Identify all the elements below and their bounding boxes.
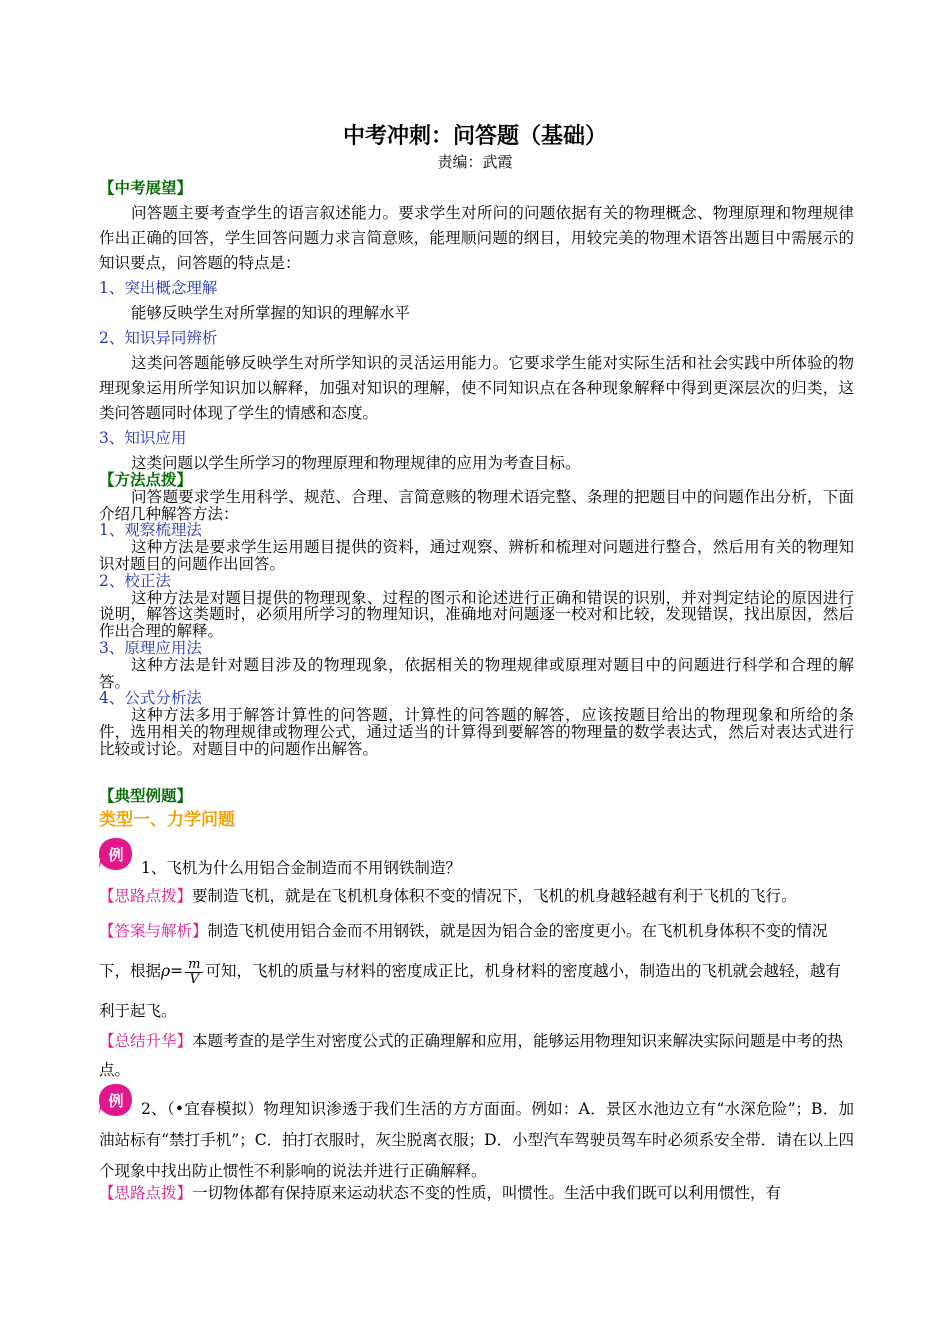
page-title: 中考冲刺：问答题（基础） bbox=[342, 124, 607, 149]
outlook-heading: 【中考展望】 bbox=[99, 179, 193, 197]
examples-heading: 【典型例题】 bbox=[99, 787, 193, 805]
example-two-question bbox=[99, 1094, 854, 1187]
outlook-section bbox=[99, 176, 854, 476]
outlook-item-text: 这类问题以学生所学习的物理原理和物理规律的应用为考查目标。 bbox=[131, 454, 581, 472]
formula-rho: ρ bbox=[161, 962, 171, 980]
editor-line: 责编：武霞 bbox=[437, 153, 513, 171]
example-one-question bbox=[99, 856, 854, 880]
example-hint bbox=[99, 1180, 854, 1206]
outlook-item-title: 1、突出概念理解 bbox=[99, 279, 218, 297]
outlook-intro: 问答题主要考查学生的语言叙述能力。要求学生对所问的问题依据有关的物理概念、物理原理和物理规律作出正确的回答，学生回答问题力求言简意赅，能理顺问题的纲目，用较完美的物理术语答出题目中需展示的知识要点，问答题的特点是： bbox=[99, 204, 854, 272]
outlook-item-title: 3、知识应用 bbox=[99, 429, 187, 447]
method-text: 这种方法是对题目提供的物理现象、过程的图示和论述进行正确和错误的识别，并对判定结论的原因进行说明，解答这类题时，必须用所学习的物理知识，准确地对问题逐一校对和比较，发现错误，找出原因，然后作出合理的解释。 bbox=[99, 588, 854, 641]
method-title: 3、原理应用法 bbox=[99, 638, 202, 657]
answer-label: 【答案与解析】 bbox=[99, 922, 208, 940]
summary-label: 【总结升华】 bbox=[99, 1032, 193, 1050]
hint-text: 一切物体都有保持原来运动状态不变的性质，叫惯性。生活中我们既可以利用惯性，有 bbox=[192, 1184, 782, 1202]
formula-numerator: m bbox=[185, 958, 203, 973]
density-formula bbox=[185, 958, 203, 987]
method-text: 这种方法是针对题目涉及的物理现象，依据相关的物理规律或原理对题目中的问题进行科学和合理的解答。 bbox=[99, 655, 854, 691]
method-text: 这种方法是要求学生运用题目提供的资料，通过观察、辨析和梳理对问题进行整合，然后用有关的物理知识对题目的问题作出回答。 bbox=[99, 538, 854, 573]
example-question-text: 2、（•宜春模拟）物理知识渗透于我们生活的方方面面。例如：A．景区水池边立有“水深危险”；B．加油站标有“禁打手机”；C．拍打衣服时，灰尘脱离衣服；D．小型汽车驾驶员驾车时必须系安全带．请在以上四个现象中找出防止惯性不利影响的说法并进行正确解释。 bbox=[99, 1100, 854, 1180]
type-one-heading: 类型一、力学问题 bbox=[99, 810, 235, 830]
method-title: 2、校正法 bbox=[99, 571, 171, 590]
example-summary bbox=[99, 1027, 854, 1085]
badge-label: 例 bbox=[108, 846, 124, 864]
methods-intro: 问答题要求学生用科学、规范、合理、言简意赅的物理术语完整、条理的把题目中的问题作出分析，下面介绍几种解答方法： bbox=[99, 487, 854, 523]
badge-label: 例 bbox=[108, 1092, 124, 1110]
method-title: 4、公式分析法 bbox=[99, 689, 202, 708]
hint-label: 【思路点拨】 bbox=[99, 887, 193, 905]
outlook-item-text: 能够反映学生对所掌握的知识的理解水平 bbox=[131, 304, 411, 322]
examples-heading-block bbox=[99, 784, 854, 832]
hint-text: 要制造飞机，就是在飞机机身体积不变的情况下，飞机的机身越轻越有利于飞机的飞行。 bbox=[192, 887, 797, 905]
example-answer bbox=[99, 911, 854, 1031]
outlook-item-text: 这类问答题能够反映学生对所学知识的灵活运用能力。它要求学生能对实际生活和社会实践中所体验的物理现象运用所学知识加以解释，加强对知识的理解，使不同知识点在各种现象解释中得到更深层次的归类，这类问答题同时体现了学生的情感和态度。 bbox=[99, 354, 854, 422]
example-two-body bbox=[99, 1180, 854, 1206]
formula-denominator: V bbox=[189, 971, 199, 987]
example-hint bbox=[99, 882, 854, 911]
formula-equals: = bbox=[170, 962, 184, 980]
answer-text-b: 可知，飞机的质量与材料的密度成正比，机身材料的密度越小，制造出的飞机就会越轻，越有利于起飞。 bbox=[99, 962, 841, 1020]
example-question-text: 1、飞机为什么用铝合金制造而不用钢铁制造？ bbox=[141, 859, 461, 877]
methods-heading: 【方法点拨】 bbox=[99, 471, 193, 489]
hint-label: 【思路点拨】 bbox=[99, 1184, 193, 1202]
method-text: 这种方法多用于解答计算性的问答题，计算性的问答题的解答，应该按题目给出的物理现象和所给的条件，选用相关的物理规律或物理公式，通过适当的计算得到要解答的物理量的数学表达式，然后对表达式进行比较或讨论。对题目中的问题作出解答。 bbox=[99, 706, 854, 758]
summary-text: 本题考查的是学生对密度公式的正确理解和应用，能够运用物理知识来解决实际问题是中考的热点。 bbox=[99, 1032, 844, 1079]
outlook-item-title: 2、知识异同辨析 bbox=[99, 329, 218, 347]
method-title: 1、观察梳理法 bbox=[99, 521, 202, 540]
example-one-body bbox=[99, 882, 854, 1085]
answer-text-a: 制造飞机使用铝合金而不用钢铁，就是因为铝合金的密度更小。在飞机机身体积不变的情况下，根据 bbox=[99, 922, 828, 980]
methods-section bbox=[99, 472, 854, 758]
